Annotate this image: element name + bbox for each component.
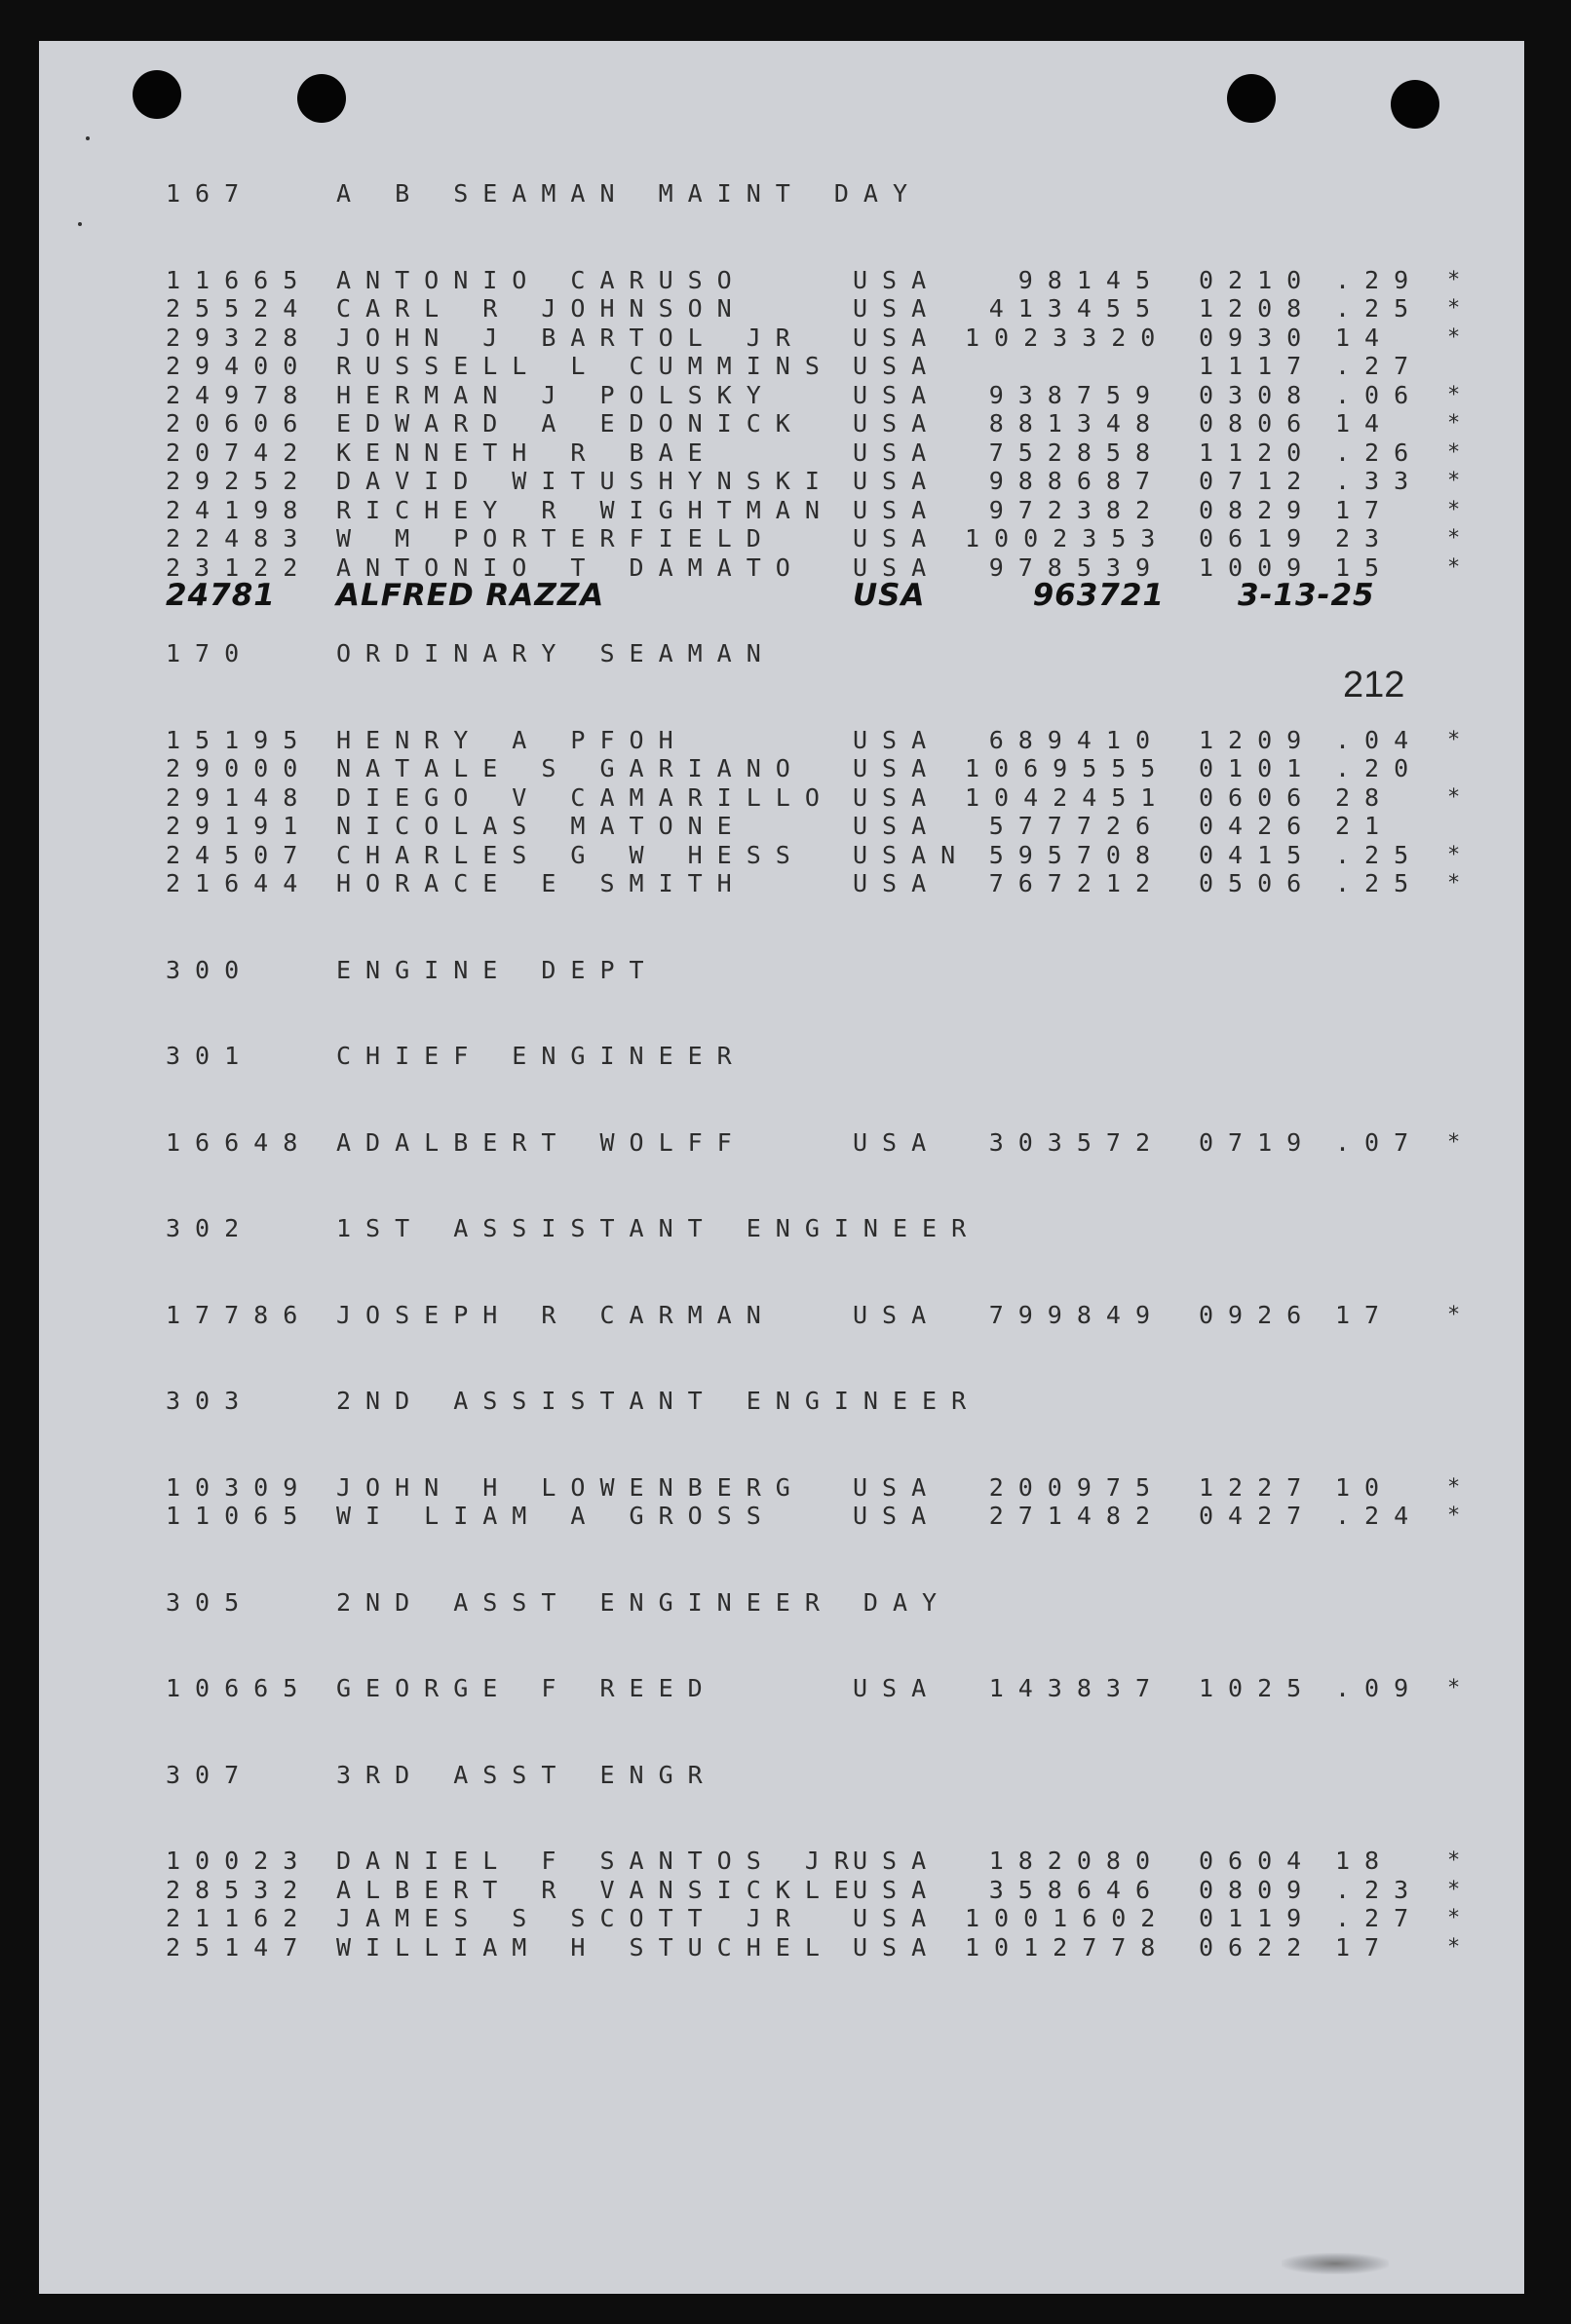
crew-mark: * bbox=[1447, 439, 1475, 465]
crew-nationality: USA bbox=[853, 495, 941, 524]
crew-name: NATALE S GARIANO bbox=[336, 754, 805, 782]
crew-mark: * bbox=[1447, 1877, 1475, 1902]
crew-date: 1117 bbox=[1199, 352, 1317, 380]
punch-hole bbox=[1227, 74, 1276, 123]
crew-rate: .20 bbox=[1335, 754, 1424, 782]
crew-date: 0506 bbox=[1199, 869, 1317, 897]
crew-number: 1023320 bbox=[965, 323, 1170, 352]
crew-row bbox=[166, 1674, 1501, 1703]
crew-id: 20742 bbox=[166, 438, 313, 467]
crew-mark: * bbox=[1447, 1504, 1475, 1528]
crew-mark: * bbox=[1447, 1848, 1475, 1873]
crew-name: ADALBERT WOLFF bbox=[336, 1127, 747, 1157]
crew-mark: * bbox=[1447, 1676, 1475, 1700]
crew-rate: .07 bbox=[1335, 1127, 1424, 1157]
crew-name: GEORGE F REED bbox=[336, 1674, 717, 1702]
section-header bbox=[166, 1214, 1501, 1243]
crew-name: DANIEL F SANTOS JR bbox=[336, 1847, 863, 1875]
crew-nationality: USA bbox=[853, 1875, 941, 1904]
crew-rate: 17 bbox=[1335, 495, 1395, 524]
section-header bbox=[166, 1387, 1501, 1416]
crew-row bbox=[166, 409, 1501, 438]
handwritten-nationality: USA bbox=[853, 578, 926, 613]
crew-id: 24198 bbox=[166, 495, 313, 524]
crew-id: 29400 bbox=[166, 352, 313, 380]
crew-date: 0926 bbox=[1199, 1300, 1317, 1329]
crew-nationality: USA bbox=[853, 1300, 941, 1329]
crew-nationality: USA bbox=[853, 409, 941, 438]
crew-name: JOSEPH R CARMAN bbox=[336, 1300, 776, 1329]
crew-id: 25147 bbox=[166, 1932, 313, 1962]
crew-rate: 10 bbox=[1335, 1472, 1395, 1502]
crew-id: 24507 bbox=[166, 840, 313, 869]
section-header bbox=[166, 1761, 1501, 1790]
crew-nationality: USA bbox=[853, 1932, 941, 1962]
crew-id: 10023 bbox=[166, 1847, 313, 1875]
crew-date: 0712 bbox=[1199, 467, 1317, 495]
crew-row bbox=[166, 294, 1501, 324]
crew-nationality: USA bbox=[853, 352, 941, 380]
crew-nationality: USA bbox=[853, 1847, 941, 1875]
crew-date: 1208 bbox=[1199, 294, 1317, 323]
crew-id: 29191 bbox=[166, 812, 313, 840]
crew-id: 10309 bbox=[166, 1472, 313, 1502]
crew-mark: * bbox=[1447, 1474, 1475, 1500]
section-code: 170 bbox=[166, 639, 254, 667]
crew-row bbox=[166, 1904, 1501, 1933]
crew-name: HERMAN J POLSKY bbox=[336, 380, 776, 409]
crew-id: 23122 bbox=[166, 552, 313, 582]
crew-name: ALBERT R VANSICKLE bbox=[336, 1875, 863, 1904]
crew-nationality: USA bbox=[853, 1127, 941, 1157]
crew-row bbox=[166, 869, 1501, 898]
document-page bbox=[39, 41, 1524, 2294]
crew-date: 1009 bbox=[1199, 552, 1317, 582]
crew-name: RUSSELL L CUMMINS bbox=[336, 352, 834, 380]
crew-mark: * bbox=[1447, 784, 1475, 810]
crew-name: ANTONIO T DAMATO bbox=[336, 552, 805, 582]
crew-date: 0829 bbox=[1199, 495, 1317, 524]
crew-nationality: USA bbox=[853, 1674, 941, 1702]
crew-name: EDWARD A EDONICK bbox=[336, 409, 805, 438]
crew-nationality: USA bbox=[853, 1472, 941, 1502]
crew-number: 303572 bbox=[988, 1127, 1165, 1157]
crew-id: 11065 bbox=[166, 1502, 313, 1530]
section-rows bbox=[166, 1128, 1501, 1158]
crew-id: 28532 bbox=[166, 1875, 313, 1904]
crew-number: 978539 bbox=[988, 552, 1165, 582]
section-code: 301 bbox=[166, 1042, 254, 1070]
crew-rate: 17 bbox=[1335, 1300, 1395, 1329]
section-title: A B SEAMAN MAINT DAY bbox=[336, 179, 923, 208]
crew-mark: * bbox=[1447, 324, 1475, 350]
crew-row bbox=[166, 1128, 1501, 1158]
crew-id: 17786 bbox=[166, 1300, 313, 1329]
crew-id: 20606 bbox=[166, 409, 313, 438]
crew-name: WI LIAM A GROSS bbox=[336, 1502, 776, 1530]
crew-date: 0604 bbox=[1199, 1847, 1317, 1875]
crew-date: 1120 bbox=[1199, 438, 1317, 467]
section-title: 2ND ASST ENGINEER DAY bbox=[336, 1587, 952, 1617]
crew-name: HENRY A PFOH bbox=[336, 725, 688, 754]
crew-mark: * bbox=[1447, 1302, 1475, 1327]
crew-rate: 21 bbox=[1335, 812, 1395, 840]
crew-row bbox=[166, 726, 1501, 755]
crew-rate: 28 bbox=[1335, 782, 1395, 812]
crew-rate: .27 bbox=[1335, 1904, 1424, 1932]
crew-mark: * bbox=[1447, 727, 1475, 752]
crew-rate: .04 bbox=[1335, 725, 1424, 754]
ink-smudge bbox=[1282, 2253, 1389, 2274]
crew-row bbox=[166, 783, 1501, 813]
section-header bbox=[166, 956, 1501, 985]
handwritten-entry bbox=[166, 578, 1501, 613]
crew-number: 689410 bbox=[988, 725, 1165, 754]
crew-number: 98145 bbox=[1017, 265, 1165, 294]
crew-row bbox=[166, 324, 1501, 353]
crew-number: 881348 bbox=[988, 409, 1165, 438]
handwritten-number: 963721 bbox=[1032, 578, 1165, 613]
crew-date: 0619 bbox=[1199, 524, 1317, 552]
crew-name: JAMES S SCOTT JR bbox=[336, 1904, 805, 1932]
crew-date: 0119 bbox=[1199, 1904, 1317, 1932]
crew-rate: .09 bbox=[1335, 1674, 1424, 1702]
crew-name: W M PORTERFIELD bbox=[336, 524, 776, 552]
crew-row bbox=[166, 496, 1501, 525]
crew-mark: * bbox=[1447, 267, 1475, 292]
crew-number: 988687 bbox=[988, 467, 1165, 495]
crew-id: 21162 bbox=[166, 1904, 313, 1932]
crew-id: 29328 bbox=[166, 323, 313, 352]
crew-nationality: USA bbox=[853, 552, 941, 582]
section-header bbox=[166, 179, 1501, 209]
crew-rate: 14 bbox=[1335, 323, 1395, 352]
section-code: 307 bbox=[166, 1760, 254, 1789]
section-header bbox=[166, 1588, 1501, 1618]
crew-number: 1069555 bbox=[965, 754, 1170, 782]
crew-name: ANTONIO CARUSO bbox=[336, 265, 747, 294]
crew-mark: * bbox=[1447, 526, 1475, 551]
crew-id: 21644 bbox=[166, 869, 313, 897]
crew-nationality: USA bbox=[853, 265, 941, 294]
crew-name: HORACE E SMITH bbox=[336, 869, 747, 897]
crew-id: 15195 bbox=[166, 725, 313, 754]
crew-nationality: USA bbox=[853, 754, 941, 782]
section-rows bbox=[166, 1301, 1501, 1330]
crew-row bbox=[166, 381, 1501, 410]
crew-rate: 18 bbox=[1335, 1847, 1395, 1875]
section-title: 3RD ASST ENGR bbox=[336, 1760, 717, 1789]
crew-nationality: USA bbox=[853, 1904, 941, 1932]
page-number: 212 bbox=[1343, 665, 1405, 705]
crew-row bbox=[166, 266, 1501, 295]
crew-id: 25524 bbox=[166, 294, 313, 323]
section-code: 303 bbox=[166, 1387, 254, 1415]
crew-mark: * bbox=[1447, 842, 1475, 867]
crew-rate: .06 bbox=[1335, 380, 1424, 409]
crew-row bbox=[166, 812, 1501, 841]
crew-mark: * bbox=[1447, 469, 1475, 493]
crew-mark: * bbox=[1447, 411, 1475, 436]
crew-rate: .26 bbox=[1335, 438, 1424, 467]
crew-nationality: USA bbox=[853, 467, 941, 495]
crew-row bbox=[166, 841, 1501, 870]
crew-id: 16648 bbox=[166, 1127, 313, 1157]
crew-nationality: USA bbox=[853, 725, 941, 754]
crew-row bbox=[166, 1876, 1501, 1905]
crew-row bbox=[166, 1847, 1501, 1876]
crew-rate: 17 bbox=[1335, 1932, 1395, 1962]
crew-number: 938759 bbox=[988, 380, 1165, 409]
crew-id: 24978 bbox=[166, 380, 313, 409]
crew-row bbox=[166, 467, 1501, 496]
crew-row bbox=[166, 1473, 1501, 1503]
section-title: 1ST ASSISTANT ENGINEER bbox=[336, 1214, 981, 1242]
crew-number: 799849 bbox=[988, 1300, 1165, 1329]
crew-mark: * bbox=[1447, 296, 1475, 321]
crew-row bbox=[166, 1502, 1501, 1531]
crew-row bbox=[166, 438, 1501, 468]
crew-rate: .33 bbox=[1335, 467, 1424, 495]
section-code: 167 bbox=[166, 179, 254, 208]
crew-date: 0719 bbox=[1199, 1127, 1317, 1157]
crew-number: 1012778 bbox=[965, 1932, 1170, 1962]
crew-name: CARL R JOHNSON bbox=[336, 294, 747, 323]
crew-name: WILLIAM H STUCHEL bbox=[336, 1932, 834, 1962]
punch-hole bbox=[1391, 80, 1439, 129]
crew-nationality: USA bbox=[853, 323, 941, 352]
handwritten-date: 3-13-25 bbox=[1238, 578, 1375, 613]
crew-rate: .25 bbox=[1335, 869, 1424, 897]
crew-name: NICOLAS MATONE bbox=[336, 812, 747, 840]
crew-number: 271482 bbox=[988, 1502, 1165, 1530]
handwritten-name: ALFRED RAZZA bbox=[336, 578, 605, 613]
section-rows bbox=[166, 1847, 1501, 1962]
crew-mark: * bbox=[1447, 1906, 1475, 1930]
section-rows bbox=[166, 1674, 1501, 1703]
crew-rate: .27 bbox=[1335, 352, 1424, 380]
crew-number: 182080 bbox=[988, 1847, 1165, 1875]
crew-rate: .23 bbox=[1335, 1875, 1424, 1904]
crew-mark: * bbox=[1447, 871, 1475, 895]
crew-date: 0308 bbox=[1199, 380, 1317, 409]
crew-mark: * bbox=[1447, 1934, 1475, 1960]
section-header bbox=[166, 639, 1501, 668]
crew-id: 29000 bbox=[166, 754, 313, 782]
crew-date: 0806 bbox=[1199, 409, 1317, 438]
punch-hole bbox=[297, 74, 346, 123]
crew-date: 0210 bbox=[1199, 265, 1317, 294]
crew-name: DAVID WITUSHYNSKI bbox=[336, 467, 834, 495]
crew-nationality: USA bbox=[853, 782, 941, 812]
crew-id: 22483 bbox=[166, 524, 313, 552]
crew-date: 0930 bbox=[1199, 323, 1317, 352]
crew-date: 0622 bbox=[1199, 1932, 1317, 1962]
crew-nationality: USA bbox=[853, 438, 941, 467]
crew-number: 1001602 bbox=[965, 1904, 1170, 1932]
crew-rate: 15 bbox=[1335, 552, 1395, 582]
speck bbox=[78, 222, 82, 226]
section-title: ORDINARY SEAMAN bbox=[336, 639, 776, 667]
crew-date: 1227 bbox=[1199, 1472, 1317, 1502]
crew-name: JOHN J BARTOL JR bbox=[336, 323, 805, 352]
handwritten-id: 24781 bbox=[166, 578, 276, 613]
crew-number: 200975 bbox=[988, 1472, 1165, 1502]
crew-rate: 14 bbox=[1335, 409, 1395, 438]
crew-number: 767212 bbox=[988, 869, 1165, 897]
crew-row bbox=[166, 524, 1501, 553]
crew-nationality: USA bbox=[853, 812, 941, 840]
crew-row bbox=[166, 754, 1501, 783]
crew-name: JOHN H LOWENBERG bbox=[336, 1472, 805, 1502]
crew-date: 1025 bbox=[1199, 1674, 1317, 1702]
speck bbox=[86, 136, 90, 140]
punch-hole bbox=[133, 70, 181, 119]
crew-date: 0606 bbox=[1199, 782, 1317, 812]
crew-number: 752858 bbox=[988, 438, 1165, 467]
crew-date: 0101 bbox=[1199, 754, 1317, 782]
crew-nationality: USA bbox=[853, 380, 941, 409]
crew-number: 143837 bbox=[988, 1674, 1165, 1702]
section-title: ENGINE DEPT bbox=[336, 955, 659, 984]
crew-rate: .25 bbox=[1335, 294, 1424, 323]
section-code: 302 bbox=[166, 1214, 254, 1242]
crew-rate: .24 bbox=[1335, 1502, 1424, 1530]
crew-row bbox=[166, 1933, 1501, 1962]
crew-id: 29252 bbox=[166, 467, 313, 495]
crew-row bbox=[166, 1301, 1501, 1330]
crew-nationality: USAN bbox=[853, 840, 971, 869]
crew-date: 0426 bbox=[1199, 812, 1317, 840]
crew-nationality: USA bbox=[853, 1502, 941, 1530]
section-rows bbox=[166, 266, 1501, 583]
crew-mark: * bbox=[1447, 1129, 1475, 1155]
crew-name: RICHEY R WIGHTMAN bbox=[336, 495, 834, 524]
crew-rate: 23 bbox=[1335, 524, 1395, 552]
crew-date: 1209 bbox=[1199, 725, 1317, 754]
crew-number: 1042451 bbox=[965, 782, 1170, 812]
section-title: 2ND ASSISTANT ENGINEER bbox=[336, 1387, 981, 1415]
crew-number: 413455 bbox=[988, 294, 1165, 323]
crew-mark: * bbox=[1447, 554, 1475, 580]
crew-name: DIEGO V CAMARILLO bbox=[336, 782, 834, 812]
crew-list bbox=[166, 179, 1501, 1962]
crew-number: 358646 bbox=[988, 1875, 1165, 1904]
crew-number: 1002353 bbox=[965, 524, 1170, 552]
crew-name: KENNETH R BAE bbox=[336, 438, 717, 467]
crew-rate: .29 bbox=[1335, 265, 1424, 294]
crew-id: 29148 bbox=[166, 782, 313, 812]
section-rows bbox=[166, 726, 1501, 898]
crew-number: 972382 bbox=[988, 495, 1165, 524]
section-rows bbox=[166, 1473, 1501, 1531]
crew-name: CHARLES G W HESS bbox=[336, 840, 805, 869]
crew-row bbox=[166, 352, 1501, 381]
crew-rate: .25 bbox=[1335, 840, 1424, 869]
crew-id: 11665 bbox=[166, 265, 313, 294]
crew-nationality: USA bbox=[853, 294, 941, 323]
crew-mark: * bbox=[1447, 382, 1475, 407]
crew-date: 0809 bbox=[1199, 1875, 1317, 1904]
crew-mark: * bbox=[1447, 497, 1475, 522]
crew-nationality: USA bbox=[853, 524, 941, 552]
crew-number: 595708 bbox=[988, 840, 1165, 869]
crew-number: 577726 bbox=[988, 812, 1165, 840]
section-code: 300 bbox=[166, 955, 254, 984]
crew-date: 0427 bbox=[1199, 1502, 1317, 1530]
crew-date: 0415 bbox=[1199, 840, 1317, 869]
section-title: CHIEF ENGINEER bbox=[336, 1042, 747, 1070]
crew-id: 10665 bbox=[166, 1674, 313, 1702]
section-header bbox=[166, 1042, 1501, 1071]
crew-nationality: USA bbox=[853, 869, 941, 897]
section-code: 305 bbox=[166, 1587, 254, 1617]
